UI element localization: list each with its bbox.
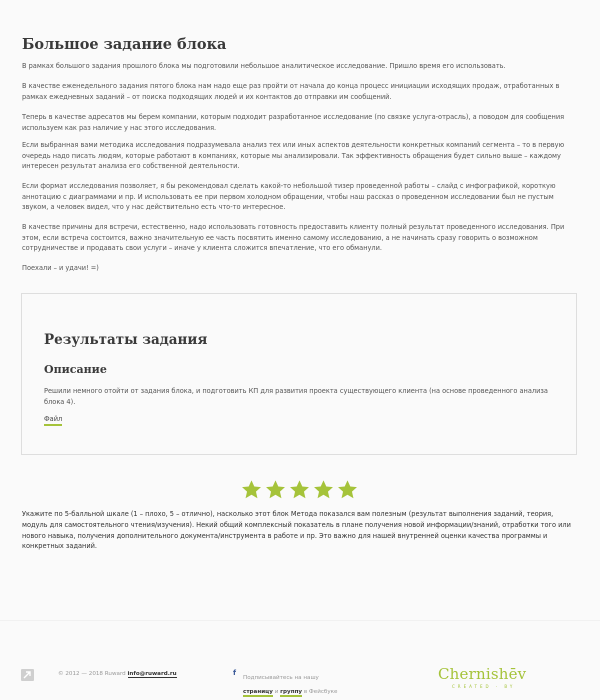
star-icon[interactable] [241, 479, 262, 500]
paragraph-good-luck: Поехали – и удачи! =) [22, 264, 99, 272]
subscribe-suffix: в Фейсбуке [303, 689, 338, 695]
chernishev-logo[interactable]: Chernishēv [438, 665, 527, 683]
description-text: Решили немного отойти от задания блока, и подготовить КП для развития проекта существующего клиента (на основе проведенного анализа блока 4). [44, 387, 548, 406]
paragraph-teaser: Если формат исследования позволяет, я бы рекомендовал сделать какой-то небольшой тизер проведенной работы – слайд с инфографикой, короткую аннотацию с диаграммами и пр. И использовать ее при первом холодном обращении, чтобы наш рассказ о проведенном исследовании был не пустым звуком, а человек видел, что у нас действительно есть что-то интересное. [22, 182, 556, 211]
paragraph-recipients: Теперь в качестве адресатов мы берем компании, которым подходит разработанное исследование (по связке услуга-отрасль), а поводом для сообщения используем как раз наличие у нас этого исследования. [22, 113, 565, 132]
rating-stars [241, 479, 358, 500]
results-box [21, 293, 577, 455]
star-icon[interactable] [337, 479, 358, 500]
results-title: Результаты задания [44, 332, 208, 348]
subscribe-prefix: Подписывайтесь на нашу [243, 675, 319, 681]
copyright [58, 671, 177, 677]
paragraph-intro: В рамках большого задания прошлого блока мы подготовили небольшое аналитическое исследование. Пришло время его использовать. [22, 62, 506, 70]
ruward-logo-icon[interactable] [21, 669, 34, 681]
facebook-subscribe [243, 672, 337, 699]
description-title: Описание [44, 363, 107, 376]
chernishev-logo-subtitle: CREATED · BY [452, 684, 516, 689]
copyright-text: © 2012 — 2018 Ruward [58, 671, 126, 677]
and-word: и [274, 689, 279, 695]
block-title: Большое задание блока [22, 36, 227, 53]
paragraph-methodology: Если выбранная вами методика исследования подразумевала анализ тех или иных аспектов деятельности конкретных компаний сегмента – то в первую очередь надо писать людям, которые работают в компаниях, которые мы анализировали. Так эффективность обращения будет сильно выше – каждому интересен результат анализа его собственной деятельности. [22, 141, 565, 170]
star-icon[interactable] [313, 479, 334, 500]
rating-instructions: Укажите по 5-балльной шкале (1 – плохо, 5 – отлично), насколько этот блок Метода показался вам полезным (результат выполнения заданий, теория, модуль для самостоятельного чтения/изучения). Некий общий комплексный показатель в плане получения новой информации/знаний, отработки того или нового навыка, получения дополнительного документа/инструмента в работе и пр. Это важно для нашей внутренней оценки качества программы и конкретных заданий. [22, 510, 571, 551]
paragraph-meeting: В качестве причины для встречи, естественно, надо использовать готовность предоставить клиенту полный результат проведенного исследования. При этом, если встреча состоится, важно значительную ее часть посвятить именно самому исследованию, а не начинать сразу говорить о возможном сотрудничестве и продавать свои услуги – иначе у клиента сложится впечатление, что его обманули. [22, 223, 565, 252]
footer [0, 620, 600, 700]
facebook-icon: f [233, 669, 237, 677]
file-link[interactable]: Файл [44, 415, 62, 426]
star-icon[interactable] [265, 479, 286, 500]
facebook-page-link[interactable]: страницу [243, 689, 273, 695]
star-icon[interactable] [289, 479, 310, 500]
paragraph-weekly-task: В качестве еженедельного задания пятого блока нам надо еще раз пройти от начала до конца процесс инициации исходящих продаж, отработанных в рамках ежедневных заданий – от поиска подходящих людей и их контактов до отправки им сообщений. [22, 82, 560, 101]
email-link[interactable]: info@ruward.ru [127, 671, 177, 677]
facebook-group-link[interactable]: группу [280, 689, 303, 695]
